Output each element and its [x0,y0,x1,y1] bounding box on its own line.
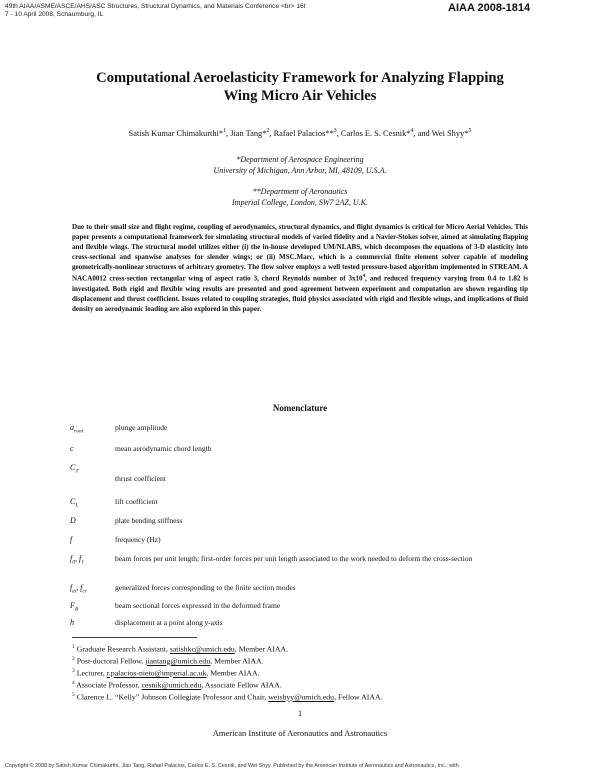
footer-organization: American Institute of Aeronautics and Astronautics [212,728,388,738]
nomenclature-definition: displacement at a point along y-axis [115,618,223,627]
conference-header [5,3,306,19]
abstract-text-2: , and reduced frequency varying from 0.4 to 1.82 is investigated. Both rigid and flexible wing results are presented and good agreement between experiment and computation are shown regarding tip displacement and thrust coefficient. Issues related to coupling strategies, fluid physics associated with rigid and flexible wings, and implications of fluid density on aerodynamic loading are also explored in this paper. [72,274,528,313]
author-5: , and Wei Shyy* [413,128,469,138]
nomenclature-definition: beam forces per unit length; first-order forces per unit length associated to the work needed to deform the cross-section [115,554,473,563]
title-line-2: Wing Micro Air Vehicles [223,87,377,104]
affiliation-2-address: Imperial College, London, SW7 2AZ, U.K. [232,198,368,207]
email-link[interactable]: r.palacios-nieto@imperial.ac.uk [106,668,207,678]
footnote: $^2$ Post-doctoral Fellow, jiantang@umich.edu, Member AIAA. [72,656,264,666]
footnote-rule [72,637,197,638]
email-link[interactable]: jiantang@umich.edu [145,656,211,666]
nomenclature-symbol: $f_0$, $f_1$ [70,554,85,566]
author-list [40,128,560,138]
nomenclature-symbol: D [70,516,76,525]
title-line-1: Computational Aeroelasticity Framework for Analyzing Flapping [96,70,504,86]
nomenclature-symbol: f [70,535,73,544]
author-1: Satish Kumar Chimakurthi* [128,128,224,138]
author-1-mark: 1 [223,128,226,134]
email-link[interactable]: cesnik@umich.edu [141,680,202,690]
nomenclature-definition: plunge amplitude [115,423,168,432]
footnote: $^3$ Lecturer, r.palacios-nieto@imperial.ac.uk, Member AIAA. [72,668,260,678]
author-3: , Rafael Palacios** [269,128,334,138]
affiliation-2-dept: **Department of Aeronautics [252,187,348,196]
conference-line-2: 7 - 10 April 2008, Schaumburg, IL [5,11,104,19]
nomenclature-definition: thrust coefficient [115,474,166,483]
conference-line-1: 49th AIAA/ASME/ASCE/AHS/ASC Structures, Structural Dynamics, and Materials Conference <br> 16t [5,3,306,10]
affiliation-1-dept: *Department of Aerospace Engineering [236,155,364,164]
footnote: $^5$ Clarence L. “Kelly” Johnson Collegiate Professor and Chair, weishyy@umich.edu, Fellow AIAA. [72,692,383,702]
nomenclature-symbol: $a_{root}$ [70,423,84,435]
nomenclature-definition: generalized forces corresponding to the finite section modes [115,583,296,592]
affiliation-1-address: University of Michigan, Ann Arbor, MI, 48109, U.S.A. [213,166,387,175]
email-link[interactable]: satishkc@umich.edu [169,644,235,654]
nomenclature-symbol: h [70,618,74,627]
nomenclature-heading: Nomenclature [272,403,328,413]
author-4-mark: 4 [410,128,414,134]
nomenclature-symbol: $C_L$ [70,497,79,509]
author-4: , Carlos E. S. Cesnik* [336,128,411,138]
abstract [72,222,528,314]
paper-title [50,70,550,105]
nomenclature-definition: beam sectional forces expressed in the deformed frame [115,601,281,610]
nomenclature-symbol: $F_B$ [70,601,79,613]
nomenclature-definition: mean aerodynamic chord length [115,444,212,453]
email-link[interactable]: weishyy@umich.edu [268,692,335,702]
nomenclature-definition: frequency (Hz) [115,535,161,544]
nomenclature-definition: lift coefficient [115,497,158,506]
nomenclature-symbol: c [70,444,74,453]
affiliation-michigan [60,154,540,176]
author-3-mark: 3 [333,128,337,134]
author-2-mark: 2 [266,128,270,134]
nomenclature-symbol: $C_T$ [70,463,79,475]
page-number: 1 [297,708,303,718]
abstract-exponent: 4 [362,274,366,280]
nomenclature-symbol: $f_{ei}$, $f_{ci}$ [70,583,87,595]
author-2: , Jian Tang* [226,128,267,138]
copyright-notice: Copyright © 2008 by Satish Kumar Chimakurthi, Jian Tang, Rafael Palacios, Carlos E. S. Cesnik, and Wei Shyy. Published by the American Institute of Aeronautics and Astronautics, Inc., with [5,763,459,769]
footnote: $^4$ Associate Professor, cesnik@umich.edu, Associate Fellow AIAA. [72,680,282,690]
nomenclature-definition: plate bending stiffness [115,516,183,525]
paper-number: AIAA 2008-1814 [448,2,531,14]
author-5-mark: 5 [468,128,472,134]
abstract-text-1: Due to their small size and flight regime, coupling of aerodynamics, structural dynamics, and flight dynamics is critical for Micro Aerial Vehicles. This paper presents a computational framework for simulating structural models of varied fidelity and a Navier-Stokes solver, aimed at simulating flapping and flexible wings. The structural model utilizes either (i) the in-house developed UM/NLABS, which decomposes the equations of 3-D elasticity into cross-sectional and spanwise analyses for slender wings; or (ii) MSC.Marc, which is a commercial finite element solver capable of modeling geometrically-nonlinear structures of arbitrary geometry. The flow solver employs a well tested pressure-based algorithm implemented in STREAM. A NACA0012 cross-section rectangular wing of aspect ratio 3, chord Reynolds number of 3x10 [72,223,528,283]
affiliation-imperial [60,186,540,208]
footnote: $^1$ Graduate Research Assistant, satishkc@umich.edu, Member AIAA. [72,644,289,654]
